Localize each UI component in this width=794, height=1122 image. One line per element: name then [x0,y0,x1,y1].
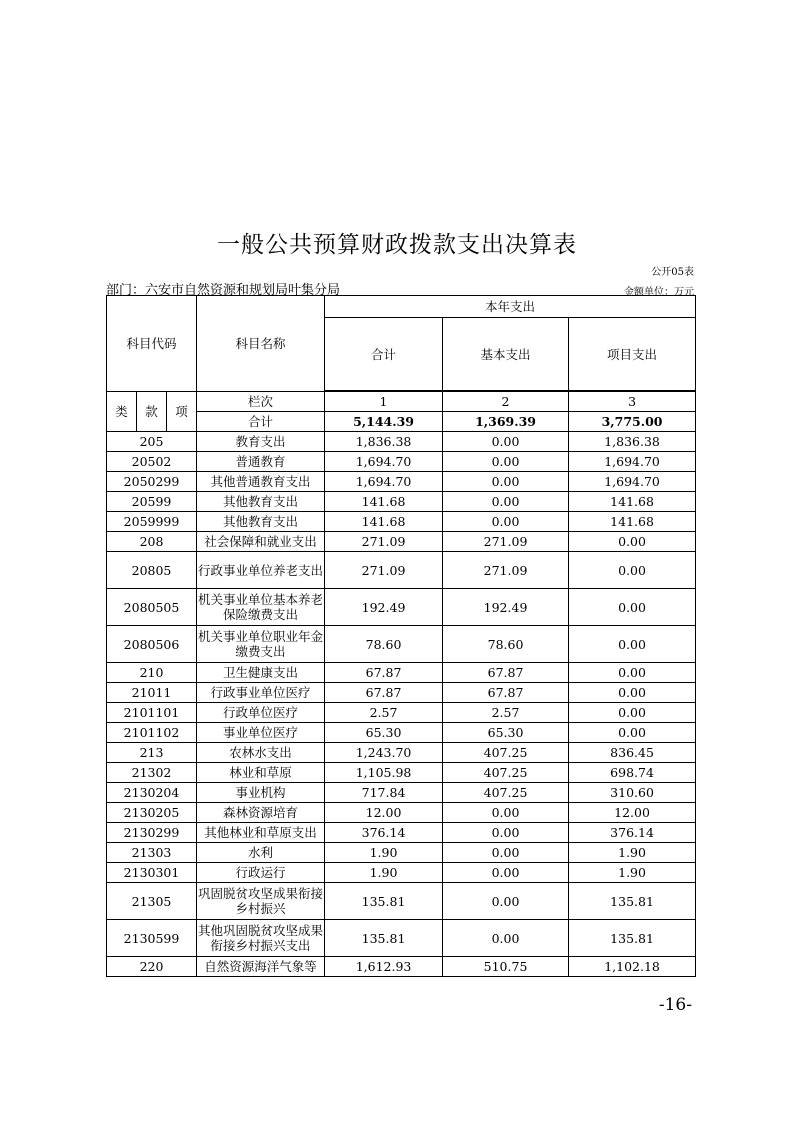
row-basic: 0.00 [443,863,569,883]
row-basic: 0.00 [443,843,569,863]
row-basic: 407.25 [443,763,569,783]
row-project: 1.90 [569,843,696,863]
row-total: 376.14 [325,823,443,843]
row-name: 机关事业单位职业年金缴费支出 [197,626,325,663]
row-basic: 78.60 [443,626,569,663]
header-current-year: 本年支出 [325,296,696,318]
row-project: 141.68 [569,512,696,532]
row-code: 220 [107,957,197,977]
row-name: 普通教育 [197,452,325,472]
row-code: 21011 [107,683,197,703]
row-project: 135.81 [569,920,696,957]
row-basic: 0.00 [443,920,569,957]
row-total: 67.87 [325,683,443,703]
row-code: 2130204 [107,783,197,803]
row-name: 事业单位医疗 [197,723,325,743]
amount-unit-label: 金额单位：万元 [624,287,694,298]
row-name: 卫生健康支出 [197,663,325,683]
row-name: 教育支出 [197,432,325,452]
row-name: 林业和草原 [197,763,325,783]
row-name: 农林水支出 [197,743,325,763]
row-project: 0.00 [569,589,696,626]
row-name: 行政事业单位养老支出 [197,552,325,589]
row-code: 213 [107,743,197,763]
row-basic: 192.49 [443,589,569,626]
row-total: 78.60 [325,626,443,663]
table-row [107,663,696,683]
col-index-3: 3 [569,392,696,412]
row-name: 其他教育支出 [197,512,325,532]
row-code: 2130205 [107,803,197,823]
row-code: 208 [107,532,197,552]
row-code: 2059999 [107,512,197,532]
row-total: 271.09 [325,552,443,589]
table-row [107,920,696,957]
table-row [107,883,696,920]
budget-table [106,295,696,977]
table-row [107,683,696,703]
row-project: 836.45 [569,743,696,763]
row-name: 水利 [197,843,325,863]
table-row [107,763,696,783]
row-basic: 0.00 [443,432,569,452]
row-total: 1,612.93 [325,957,443,977]
row-basic: 510.75 [443,957,569,977]
row-name: 其他林业和草原支出 [197,823,325,843]
row-project: 376.14 [569,823,696,843]
row-basic: 0.00 [443,452,569,472]
row-total: 1,836.38 [325,432,443,452]
row-name: 自然资源海洋气象等 [197,957,325,977]
header-row-index: 栏次 [197,392,325,412]
row-total: 271.09 [325,532,443,552]
table-row [107,492,696,512]
page-number: -16- [658,995,692,1015]
row-total: 717.84 [325,783,443,803]
row-code: 21303 [107,843,197,863]
row-project: 310.60 [569,783,696,803]
department-label: 部门：六安市自然资源和规划局叶集分局 [106,283,341,298]
row-total: 1,694.70 [325,472,443,492]
form-number: 公开05表 [651,267,694,278]
row-name: 行政运行 [197,863,325,883]
table-row [107,823,696,843]
row-basic: 407.25 [443,783,569,803]
table-row [107,432,696,452]
header-name: 科目名称 [197,296,325,392]
table-row [107,783,696,803]
row-total: 67.87 [325,663,443,683]
row-code: 2130301 [107,863,197,883]
row-code: 205 [107,432,197,452]
row-project: 0.00 [569,663,696,683]
total-project: 3,775.00 [569,412,696,432]
row-code: 21302 [107,763,197,783]
row-project: 1,694.70 [569,472,696,492]
table-row [107,512,696,532]
header-kuan: 款 [137,392,167,432]
row-total: 2.57 [325,703,443,723]
row-project: 1,102.18 [569,957,696,977]
row-code: 210 [107,663,197,683]
row-basic: 0.00 [443,883,569,920]
row-project: 0.00 [569,626,696,663]
table-row [107,626,696,663]
row-total: 1.90 [325,843,443,863]
table-row [107,803,696,823]
row-total: 1,694.70 [325,452,443,472]
row-name: 森林资源培育 [197,803,325,823]
row-basic: 65.30 [443,723,569,743]
row-name: 其他巩固脱贫攻坚成果衔接乡村振兴支出 [197,920,325,957]
row-project: 0.00 [569,532,696,552]
table-row [107,703,696,723]
row-basic: 271.09 [443,552,569,589]
total-label: 合计 [197,412,325,432]
page-title: 一般公共预算财政拨款支出决算表 [217,232,577,258]
header-project: 项目支出 [569,318,696,391]
row-project: 141.68 [569,492,696,512]
table-row [107,843,696,863]
row-name: 其他普通教育支出 [197,472,325,492]
row-total: 12.00 [325,803,443,823]
row-project: 1,694.70 [569,452,696,472]
table-row [107,452,696,472]
row-code: 2101102 [107,723,197,743]
row-name: 行政事业单位医疗 [197,683,325,703]
row-basic: 0.00 [443,492,569,512]
row-total: 1,243.70 [325,743,443,763]
row-name: 其他教育支出 [197,492,325,512]
header-code: 科目代码 [107,296,197,392]
row-project: 0.00 [569,703,696,723]
row-total: 1.90 [325,863,443,883]
table-row [107,472,696,492]
row-basic: 407.25 [443,743,569,763]
row-basic: 0.00 [443,803,569,823]
row-project: 1.90 [569,863,696,883]
row-project: 0.00 [569,683,696,703]
row-code: 2080505 [107,589,197,626]
table-row [107,552,696,589]
row-total: 192.49 [325,589,443,626]
row-name: 事业机构 [197,783,325,803]
row-code: 2130599 [107,920,197,957]
row-total: 65.30 [325,723,443,743]
row-code: 2101101 [107,703,197,723]
col-index-1: 1 [325,392,443,412]
row-total: 135.81 [325,920,443,957]
row-project: 698.74 [569,763,696,783]
row-code: 20805 [107,552,197,589]
row-basic: 2.57 [443,703,569,723]
row-code: 2130299 [107,823,197,843]
header-total: 合计 [325,318,443,391]
header-xiang: 项 [167,392,197,432]
row-basic: 67.87 [443,663,569,683]
row-project: 12.00 [569,803,696,823]
row-name: 机关事业单位基本养老保险缴费支出 [197,589,325,626]
row-basic: 0.00 [443,823,569,843]
row-basic: 0.00 [443,472,569,492]
total-amount: 5,144.39 [325,412,443,432]
row-basic: 271.09 [443,532,569,552]
row-project: 0.00 [569,723,696,743]
header-lei: 类 [107,392,137,432]
table-row [107,589,696,626]
row-project: 135.81 [569,883,696,920]
row-name: 社会保障和就业支出 [197,532,325,552]
row-code: 2080506 [107,626,197,663]
row-project: 1,836.38 [569,432,696,452]
row-basic: 0.00 [443,512,569,532]
row-total: 141.68 [325,492,443,512]
row-total: 1,105.98 [325,763,443,783]
row-basic: 67.87 [443,683,569,703]
table-row [107,723,696,743]
row-code: 2050299 [107,472,197,492]
row-code: 21305 [107,883,197,920]
table-row [107,743,696,763]
table-row [107,532,696,552]
row-project: 0.00 [569,552,696,589]
row-name: 行政单位医疗 [197,703,325,723]
row-total: 135.81 [325,883,443,920]
row-code: 20599 [107,492,197,512]
row-code: 20502 [107,452,197,472]
col-index-2: 2 [443,392,569,412]
header-basic: 基本支出 [443,318,569,391]
table-row [107,863,696,883]
row-name: 巩固脱贫攻坚成果衔接乡村振兴 [197,883,325,920]
table-row [107,957,696,977]
total-basic: 1,369.39 [443,412,569,432]
row-total: 141.68 [325,512,443,532]
